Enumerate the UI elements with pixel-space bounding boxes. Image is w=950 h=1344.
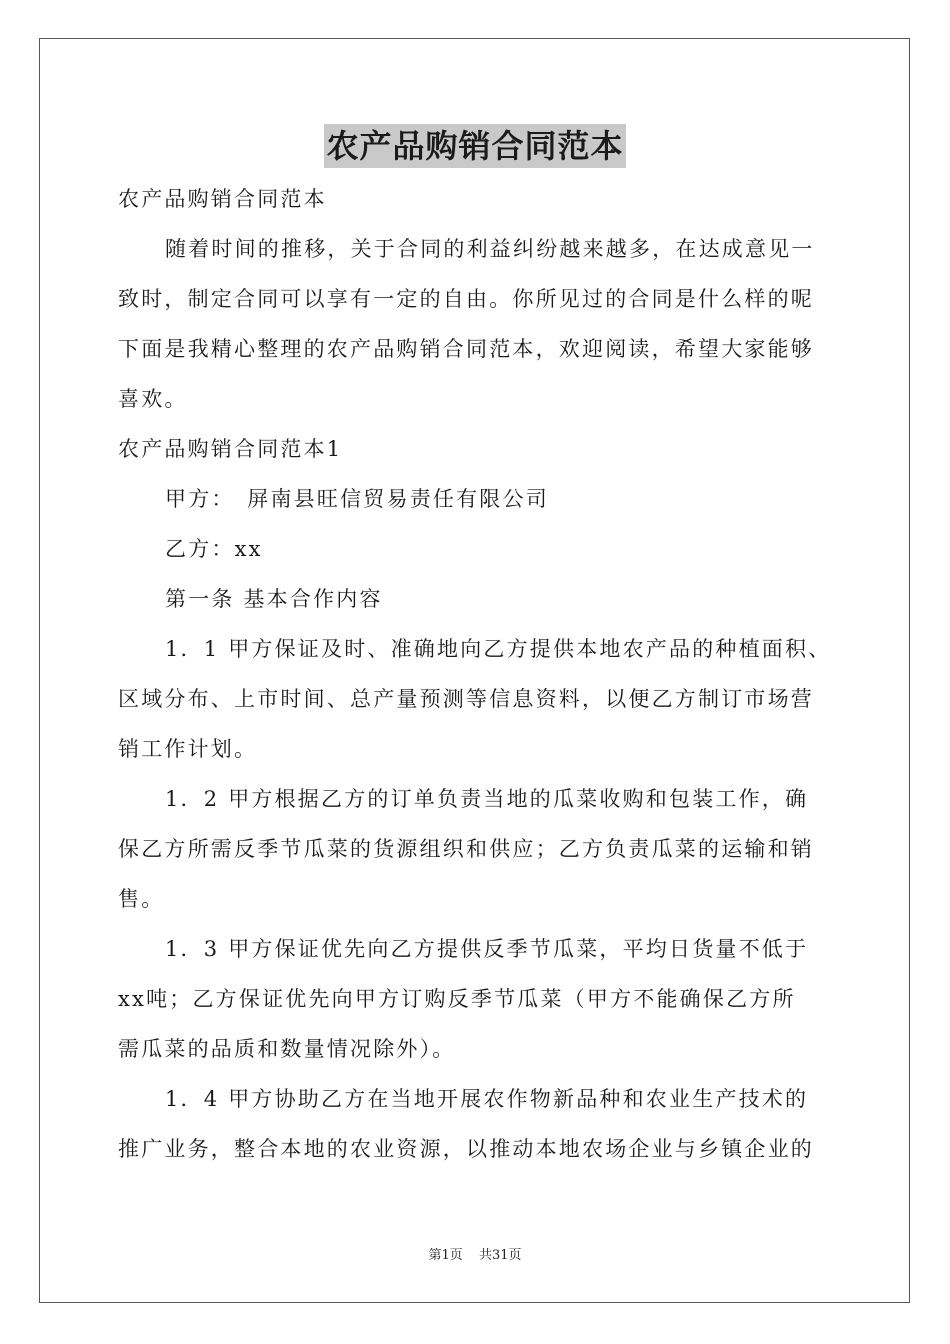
page-footer — [0, 1246, 950, 1266]
page-total: 共31页 — [478, 1248, 522, 1263]
paragraph-line: 喜欢。 — [118, 387, 188, 411]
section-heading: 农产品购销合同范本1 — [118, 437, 343, 461]
party-a-line: 甲方： 屏南县旺信贸易责任有限公司 — [165, 487, 549, 511]
paragraph-line: 1．4 甲方协助乙方在当地开展农作物新品种和农业生产技术的 — [165, 1087, 809, 1111]
party-b-line: 乙方：xx — [165, 537, 263, 561]
paragraph-line: 1．1 甲方保证及时、准确地向乙方提供本地农产品的种植面积、 — [165, 637, 832, 661]
paragraph-line: 售。 — [118, 887, 165, 911]
paragraph-line: 随着时间的推移，关于合同的利益纠纷越来越多，在达成意见一 — [165, 237, 815, 261]
paragraph-line: 致时，制定合同可以享有一定的自由。你所见过的合同是什么样的呢 — [118, 287, 814, 311]
paragraph-line: 农产品购销合同范本 — [118, 187, 327, 211]
paragraph-line: 1．2 甲方根据乙方的订单负责当地的瓜菜收购和包装工作，确 — [165, 787, 809, 811]
document-title: 农产品购销合同范本 — [324, 124, 625, 168]
title-container — [0, 124, 950, 168]
paragraph-line: 1．3 甲方保证优先向乙方提供反季节瓜菜，平均日货量不低于 — [165, 937, 809, 961]
paragraph-line: 需瓜菜的品质和数量情况除外）。 — [118, 1037, 456, 1061]
paragraph-line: 销工作计划。 — [118, 737, 258, 761]
page-number: 第1页 — [428, 1248, 463, 1263]
paragraph-line: 区域分布、上市时间、总产量预测等信息资料，以便乙方制订市场营 — [118, 687, 814, 711]
paragraph-line: 保乙方所需反季节瓜菜的货源组织和供应；乙方负责瓜菜的运输和销 — [118, 837, 814, 861]
article-heading: 第一条 基本合作内容 — [165, 587, 383, 611]
paragraph-line: 推广业务，整合本地的农业资源，以推动本地农场企业与乡镇企业的 — [118, 1137, 814, 1161]
paragraph-line: 下面是我精心整理的农产品购销合同范本，欢迎阅读，希望大家能够 — [118, 337, 814, 361]
paragraph-line: xx吨；乙方保证优先向甲方订购反季节瓜菜（甲方不能确保乙方所 — [118, 987, 796, 1011]
